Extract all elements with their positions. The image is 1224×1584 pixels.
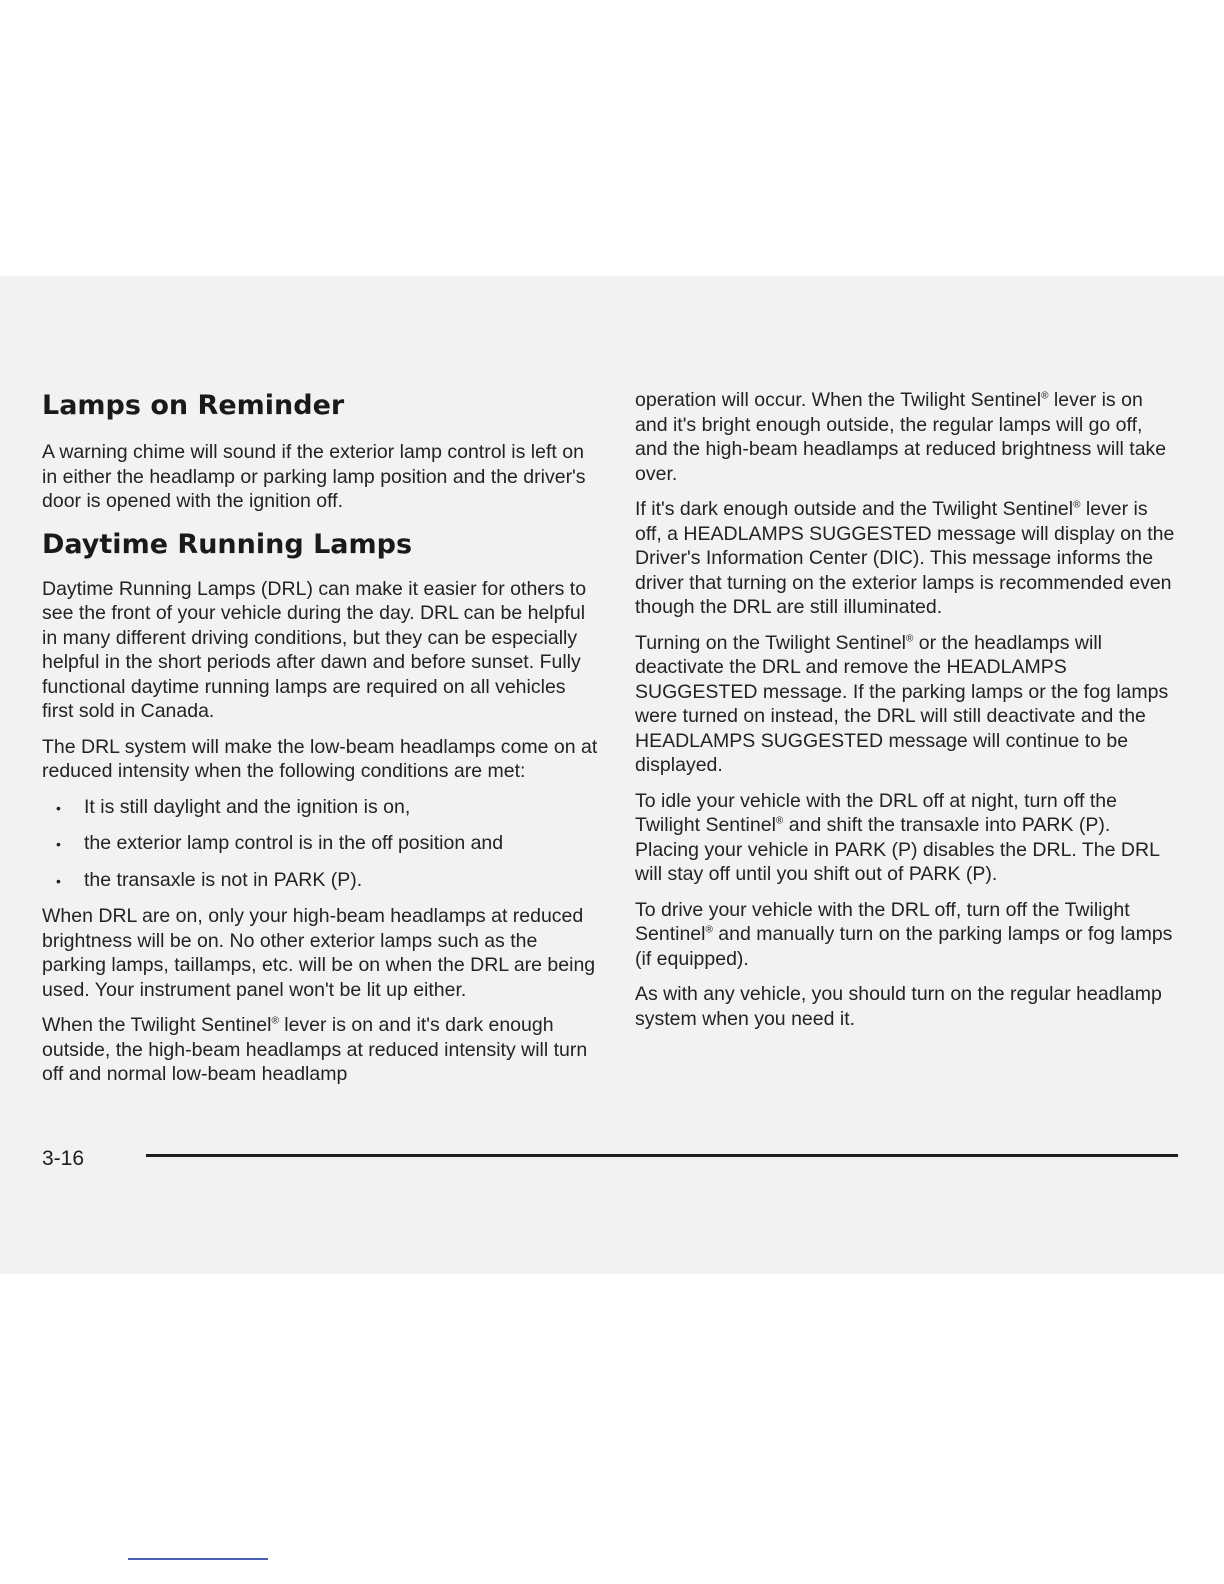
drl-on-paragraph: When DRL are on, only your high-beam headlamps at reduced brightness will be on. No other exterior lamps such as the parking lamps, taillamps, etc. will be on when the DRL are being used. Your instrument panel won't be lit up either.	[42, 905, 596, 1001]
list-item-text: It is still daylight and the ignition is on,	[84, 795, 411, 818]
drl-conditions-list	[42, 795, 598, 893]
divider-line	[128, 1558, 268, 1560]
registered-mark: ®	[705, 924, 713, 936]
lamps-reminder-paragraph: A warning chime will sound if the exterior lamp control is left on in either the headlamp or parking lamp position and the driver's door is opened with the ignition off.	[42, 441, 586, 512]
headlamps-suggested-paragraph: If it's dark enough outside and the Twilight Sentinel® lever is off, a HEADLAMPS SUGGESTED message will display on the Driver's Information Center (DIC). This message informs the driver that turning on the exterior lamps is recommended even though the DRL are still illuminated.	[635, 498, 1175, 618]
registered-mark: ®	[906, 633, 914, 644]
bullet-icon: •	[56, 799, 61, 816]
list-item	[42, 795, 598, 820]
idle-at-night-paragraph: To idle your vehicle with the DRL off at night, turn off the Twilight Sentinel® and shift the transaxle into PARK (P). Placing your vehicle in PARK (P) disables the DRL. The DRL will stay off until you shift out of PARK (P).	[635, 789, 1160, 885]
registered-mark: ®	[1073, 499, 1081, 511]
drl-conditions-paragraph: The DRL system will make the low-beam headlamps come on at reduced intensity when the following conditions are met:	[42, 735, 598, 782]
left-column	[42, 386, 598, 1098]
deactivate-drl-paragraph: Turning on the Twilight Sentinel® or the headlamps will deactivate the DRL and remove the HEADLAMPS SUGGESTED message. If the parking lamps or the fog lamps were turned on instead, the DRL will still deactivate and the HEADLAMPS SUGGESTED message will continue to be displayed.	[635, 631, 1169, 776]
list-item-text: the exterior lamp control is in the off position and	[84, 832, 504, 854]
list-item	[42, 868, 598, 893]
drl-intro-paragraph: Daytime Running Lamps (DRL) can make it easier for others to see the front of your vehicle during the day. DRL can be helpful in many different driving conditions, but they can be especially helpful in the short periods after dawn and before sunset. Fully functional daytime running lamps are required on all vehicles first sold in Canada.	[42, 577, 587, 722]
twilight-sentinel-dark-paragraph: When the Twilight Sentinel® lever is on and it's dark enough outside, the high-beam headlamps at reduced intensity will turn off and normal low-beam headlamp	[42, 1014, 588, 1085]
footer-divider	[146, 1154, 1178, 1157]
list-item	[42, 831, 598, 856]
heading-daytime-running-lamps: Daytime Running Lamps	[42, 528, 413, 560]
drive-drl-off-paragraph: To drive your vehicle with the DRL off, turn off the Twilight Sentinel® and manually turn on the parking lamps or fog lamps (if equipped).	[635, 898, 1173, 970]
bullet-icon: •	[56, 836, 61, 852]
registered-mark: ®	[1041, 390, 1049, 402]
page-number: 3-16	[42, 1147, 85, 1170]
twilight-sentinel-bright-paragraph: operation will occur. When the Twilight Sentinel® lever is on and it's bright enough outside, the regular lamps will go off, and the high-beam headlamps at reduced brightness will take over.	[635, 389, 1167, 485]
regular-headlamp-paragraph: As with any vehicle, you should turn on the regular headlamp system when you need it.	[635, 983, 1162, 1030]
heading-lamps-on-reminder: Lamps on Reminder	[42, 390, 345, 421]
registered-mark: ®	[271, 1015, 279, 1027]
list-item-text: the transaxle is not in PARK (P).	[84, 868, 363, 891]
bullet-icon: •	[56, 872, 61, 889]
right-column	[635, 388, 1175, 1042]
registered-mark: ®	[775, 815, 784, 827]
